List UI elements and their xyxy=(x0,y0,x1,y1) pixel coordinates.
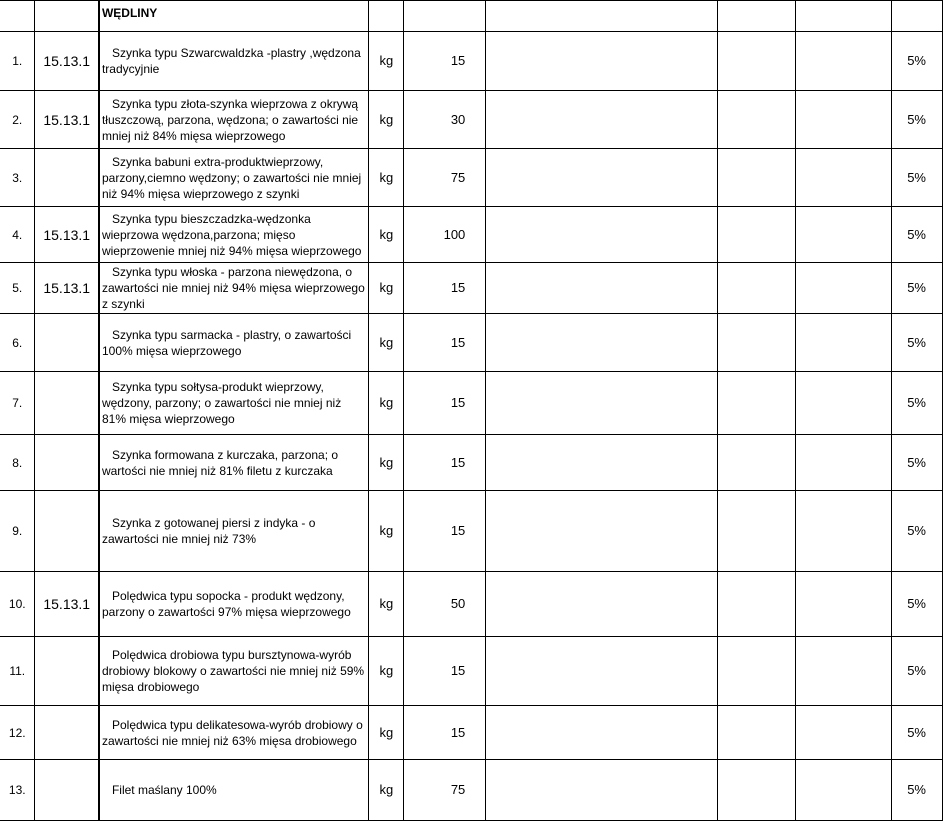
empty-cell xyxy=(718,207,796,263)
row-number: 3. xyxy=(0,149,35,207)
empty-cell xyxy=(486,32,718,91)
vat-rate: 5% xyxy=(891,760,942,821)
vat-rate: 5% xyxy=(891,149,942,207)
cpv-code: 15.13.1 xyxy=(35,263,99,314)
quantity: 15 xyxy=(404,263,486,314)
vat-rate: 5% xyxy=(891,207,942,263)
product-description: Szynka typu sarmacka - plastry, o zawartości 100% mięsa wieprzowego xyxy=(99,314,369,372)
quantity: 15 xyxy=(404,435,486,491)
table-row xyxy=(0,637,943,706)
vat-rate: 5% xyxy=(891,32,942,91)
empty-cell xyxy=(718,32,796,91)
cpv-code xyxy=(35,706,99,760)
quantity: 75 xyxy=(404,760,486,821)
empty-cell xyxy=(796,372,892,435)
product-description: Szynka typu złota-szynka wieprzowa z okrywą tłuszczową, parzona, wędzona; o zawartości nie mniej niż 84% mięsa wieprzowego xyxy=(99,91,369,149)
empty-cell xyxy=(796,207,892,263)
table-row xyxy=(0,706,943,760)
empty-cell xyxy=(486,1,718,32)
row-number: 10. xyxy=(0,572,35,637)
empty-cell xyxy=(796,572,892,637)
cpv-code xyxy=(35,637,99,706)
row-number: 8. xyxy=(0,435,35,491)
table-row xyxy=(0,314,943,372)
table-row xyxy=(0,207,943,263)
empty-cell xyxy=(796,149,892,207)
empty-cell xyxy=(486,637,718,706)
quantity: 15 xyxy=(404,372,486,435)
table-row xyxy=(0,149,943,207)
empty-cell xyxy=(718,263,796,314)
product-description: Polędwica typu delikatesowa-wyrób drobiowy o zawartości nie mniej niż 63% mięsa drobiowego xyxy=(99,706,369,760)
unit-of-measure: kg xyxy=(369,372,404,435)
table-row xyxy=(0,760,943,821)
table-row xyxy=(0,435,943,491)
cpv-code: 15.13.1 xyxy=(35,32,99,91)
cpv-code: 15.13.1 xyxy=(35,91,99,149)
product-description: Szynka babuni extra-produktwieprzowy, parzony,ciemno wędzony; o zawartości nie mniej niż 94% mięsa wieprzowego z szynki xyxy=(99,149,369,207)
unit-of-measure: kg xyxy=(369,760,404,821)
empty-cell xyxy=(718,637,796,706)
vat-cell xyxy=(891,1,942,32)
row-number: 12. xyxy=(0,706,35,760)
table-row xyxy=(0,91,943,149)
product-description: Szynka typu bieszczadzka-wędzonka wieprzowa wędzona,parzona; mięso wieprzowenie mniej niż 94% mięsa wieprzowego xyxy=(99,207,369,263)
cpv-code xyxy=(35,491,99,572)
unit-of-measure: kg xyxy=(369,572,404,637)
row-number: 7. xyxy=(0,372,35,435)
empty-cell xyxy=(718,372,796,435)
quantity: 15 xyxy=(404,637,486,706)
product-description: Szynka typu Szwarcwaldzka -plastry ,wędzona tradycyjnie xyxy=(99,32,369,91)
table-row xyxy=(0,263,943,314)
empty-cell xyxy=(486,91,718,149)
row-number: 5. xyxy=(0,263,35,314)
section-title: WĘDLINY xyxy=(99,1,369,32)
unit-cell xyxy=(369,1,404,32)
unit-of-measure: kg xyxy=(369,637,404,706)
empty-cell xyxy=(486,706,718,760)
unit-of-measure: kg xyxy=(369,32,404,91)
unit-of-measure: kg xyxy=(369,91,404,149)
empty-cell xyxy=(718,1,796,32)
unit-of-measure: kg xyxy=(369,706,404,760)
empty-cell xyxy=(796,91,892,149)
product-description: Szynka typu włoska - parzona niewędzona, o zawartości nie mniej niż 94% mięsa wieprzowego z szynki xyxy=(99,263,369,314)
empty-cell xyxy=(718,491,796,572)
row-number: 4. xyxy=(0,207,35,263)
cpv-code xyxy=(35,149,99,207)
quantity: 15 xyxy=(404,32,486,91)
row-number: 13. xyxy=(0,760,35,821)
quantity: 15 xyxy=(404,491,486,572)
quantity: 15 xyxy=(404,706,486,760)
row-number: 11. xyxy=(0,637,35,706)
quantity: 15 xyxy=(404,314,486,372)
empty-cell xyxy=(796,314,892,372)
unit-of-measure: kg xyxy=(369,435,404,491)
row-number: 1. xyxy=(0,32,35,91)
unit-of-measure: kg xyxy=(369,314,404,372)
empty-cell xyxy=(718,91,796,149)
empty-cell xyxy=(486,760,718,821)
empty-cell xyxy=(796,435,892,491)
empty-cell xyxy=(796,637,892,706)
vat-rate: 5% xyxy=(891,91,942,149)
empty-cell xyxy=(486,314,718,372)
product-description: Polędwica typu sopocka - produkt wędzony, parzony o zawartości 97% mięsa wieprzowego xyxy=(99,572,369,637)
empty-cell xyxy=(796,760,892,821)
cpv-code xyxy=(35,435,99,491)
cpv-code xyxy=(35,372,99,435)
cpv-code: 15.13.1 xyxy=(35,572,99,637)
cpv-code xyxy=(35,314,99,372)
row-number: 9. xyxy=(0,491,35,572)
vat-rate: 5% xyxy=(891,706,942,760)
empty-cell xyxy=(718,435,796,491)
vat-rate: 5% xyxy=(891,435,942,491)
cpv-code: 15.13.1 xyxy=(35,207,99,263)
empty-cell xyxy=(796,32,892,91)
cpv-code xyxy=(35,760,99,821)
product-description: Szynka typu sołtysa-produkt wieprzowy, wędzony, parzony; o zawartości nie mniej niż 81% mięsa wieprzowego xyxy=(99,372,369,435)
vat-rate: 5% xyxy=(891,572,942,637)
empty-cell xyxy=(486,207,718,263)
section-header-row xyxy=(0,1,943,32)
product-description: Filet maślany 100% xyxy=(99,760,369,821)
empty-cell xyxy=(486,435,718,491)
empty-cell xyxy=(718,572,796,637)
vat-rate: 5% xyxy=(891,637,942,706)
empty-cell xyxy=(718,314,796,372)
quantity: 100 xyxy=(404,207,486,263)
qty-cell xyxy=(404,1,486,32)
empty-cell xyxy=(796,263,892,314)
quantity: 75 xyxy=(404,149,486,207)
empty-cell xyxy=(718,149,796,207)
unit-of-measure: kg xyxy=(369,149,404,207)
vat-rate: 5% xyxy=(891,314,942,372)
vat-rate: 5% xyxy=(891,263,942,314)
empty-cell xyxy=(796,491,892,572)
empty-cell xyxy=(718,706,796,760)
row-number: 2. xyxy=(0,91,35,149)
quantity: 30 xyxy=(404,91,486,149)
product-description: Polędwica drobiowa typu bursztynowa-wyrób drobiowy blokowy o zawartości nie mniej niż 59% mięsa drobiowego xyxy=(99,637,369,706)
product-description: Szynka z gotowanej piersi z indyka - o zawartości nie mniej niż 73% xyxy=(99,491,369,572)
vat-rate: 5% xyxy=(891,372,942,435)
table-row xyxy=(0,491,943,572)
cpv-cell xyxy=(35,1,99,32)
unit-of-measure: kg xyxy=(369,491,404,572)
empty-cell xyxy=(486,491,718,572)
empty-cell xyxy=(796,1,892,32)
quantity: 50 xyxy=(404,572,486,637)
table-row xyxy=(0,372,943,435)
table-row xyxy=(0,32,943,91)
empty-cell xyxy=(796,706,892,760)
empty-cell xyxy=(486,149,718,207)
unit-of-measure: kg xyxy=(369,207,404,263)
empty-cell xyxy=(718,760,796,821)
empty-cell xyxy=(486,372,718,435)
empty-cell xyxy=(486,263,718,314)
lp-cell xyxy=(0,1,35,32)
empty-cell xyxy=(486,572,718,637)
vat-rate: 5% xyxy=(891,491,942,572)
product-description: Szynka formowana z kurczaka, parzona; o wartości nie mniej niż 81% filetu z kurczaka xyxy=(99,435,369,491)
unit-of-measure: kg xyxy=(369,263,404,314)
row-number: 6. xyxy=(0,314,35,372)
table-row xyxy=(0,572,943,637)
